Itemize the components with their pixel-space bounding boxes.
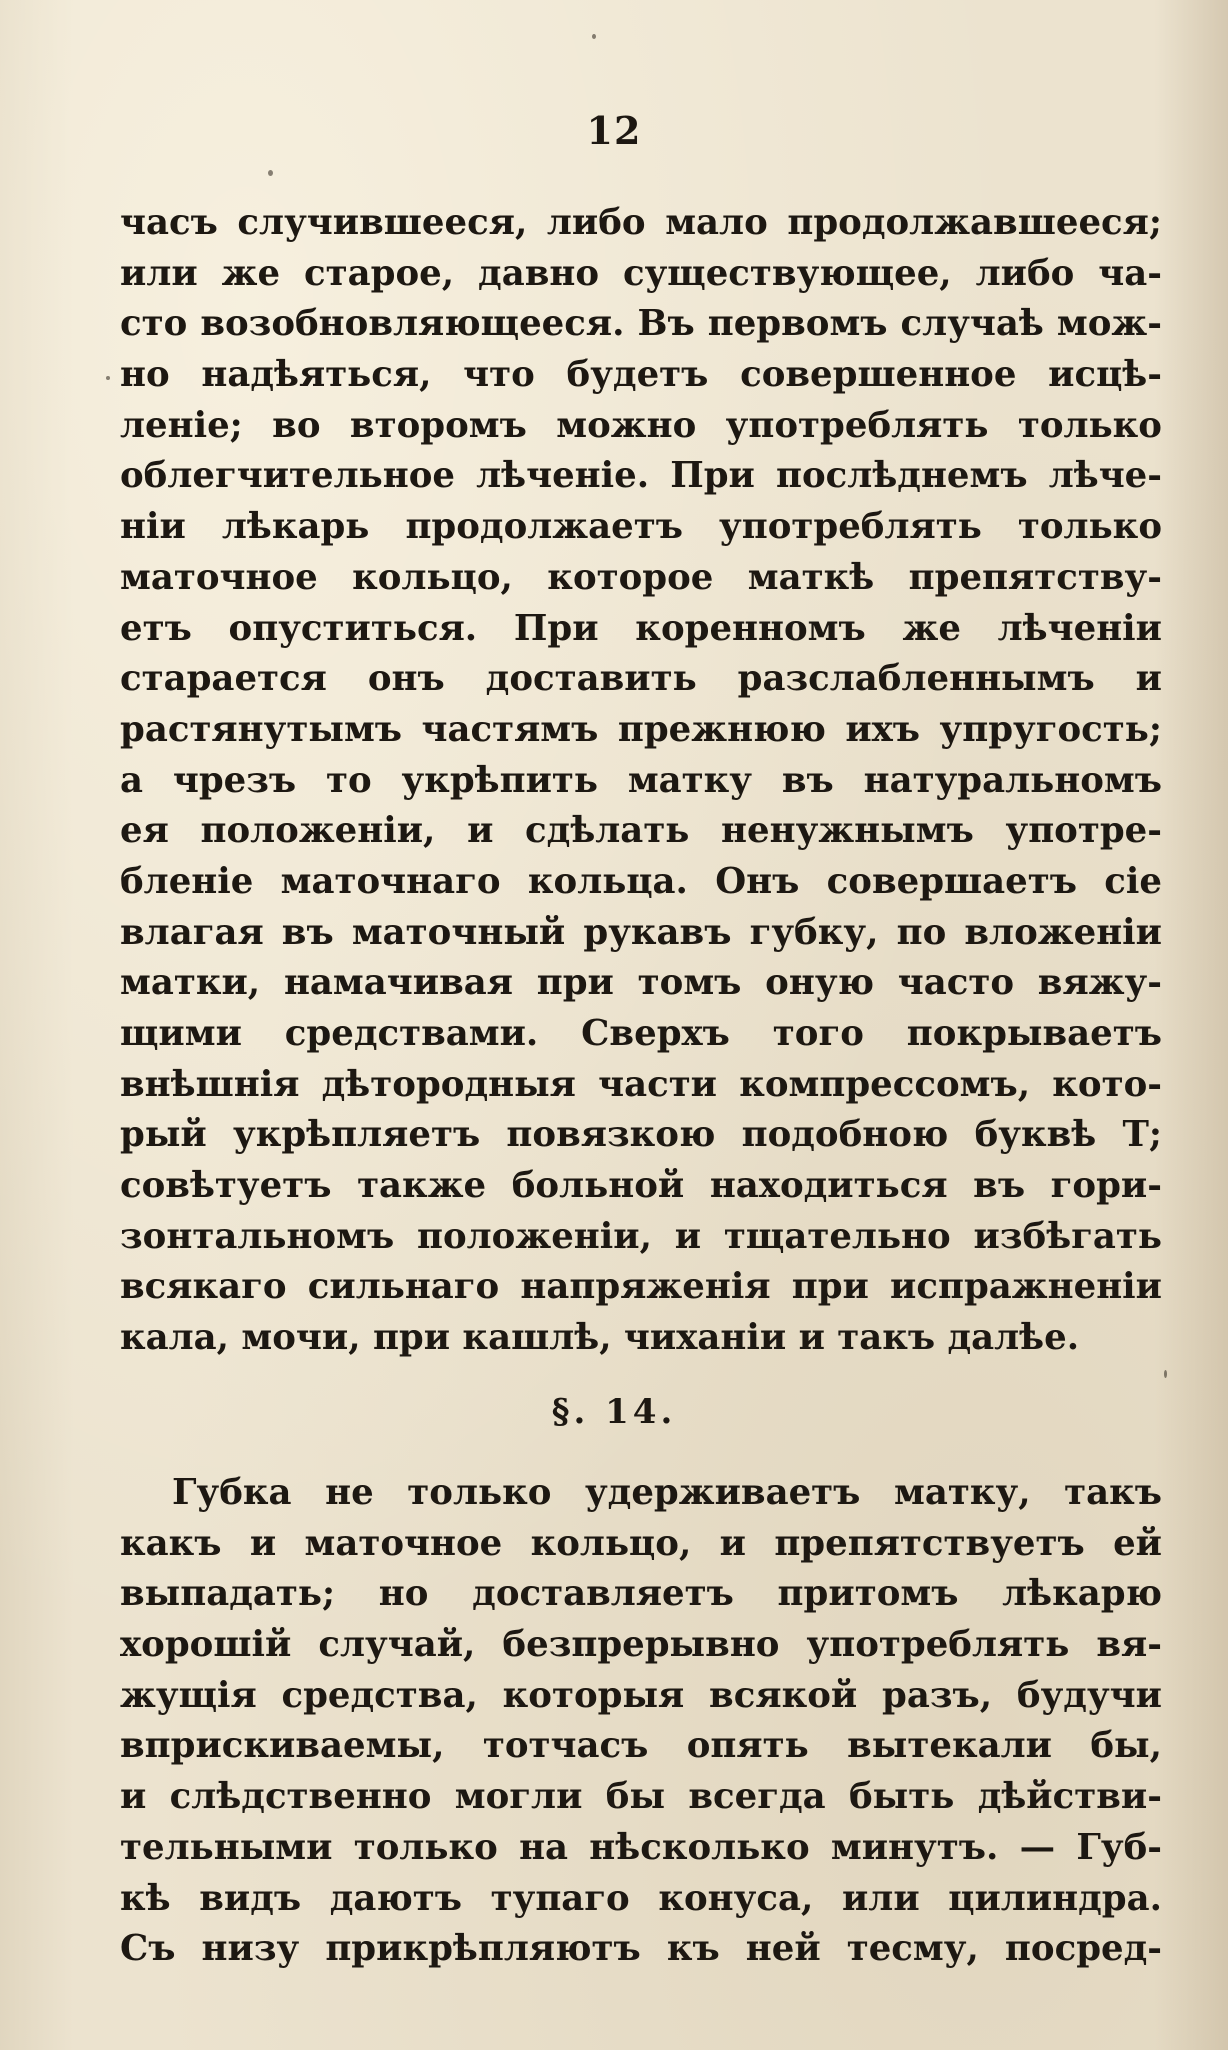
text-line: Съ низу прикрѣпляютъ къ ней тесму, посред- xyxy=(120,1928,1162,1970)
text-line: внѣшнія дѣтородныя части компрессомъ, кото- xyxy=(120,1063,1162,1105)
text-line: тельными только на нѣсколько минутъ. — Губ- xyxy=(120,1826,1162,1868)
text-line: часъ случившееся, либо мало продолжавшееся; xyxy=(120,202,1162,243)
text-line: а чрезъ то укрѣпить матку въ натуральномъ xyxy=(120,759,1162,801)
text-line: хорошій случай, безпрерывно употреблять вя- xyxy=(120,1624,1162,1666)
paragraph-continued xyxy=(120,198,1162,1364)
text-line: старается онъ доставить разслабленнымъ и xyxy=(120,658,1162,700)
text-line: жущія средства, которыя всякой разъ, будучи xyxy=(120,1674,1162,1716)
text-line: рый укрѣпляетъ повязкою подобною буквѣ Т; xyxy=(120,1114,1162,1156)
text-line: выпадать; но доставляетъ притомъ лѣкарю xyxy=(120,1573,1162,1615)
section-heading: §. 14. xyxy=(551,1392,677,1432)
text-line: или же старое, давно существующее, либо ча- xyxy=(120,252,1162,294)
text-line: бленіе маточнаго кольца. Онъ совершаетъ сіе xyxy=(120,860,1162,902)
text-line: ея положеніи, и сдѣлать ненужнымъ употре- xyxy=(120,810,1162,852)
ink-speck xyxy=(268,170,273,176)
text-line: вприскиваемы, тотчасъ опять вытекали бы, xyxy=(120,1725,1162,1767)
text-line: кѣ видъ даютъ тупаго конуса, или цилиндра. xyxy=(120,1877,1162,1919)
text-line: растянутымъ частямъ прежнюю ихъ упругость; xyxy=(120,708,1162,750)
ink-speck xyxy=(1164,1370,1167,1378)
text-line: и слѣдственно могли бы всегда быть дѣйстви- xyxy=(120,1776,1162,1818)
text-line: облегчительное лѣченіе. При послѣднемъ лѣче- xyxy=(120,455,1162,497)
text-line: зонтальномъ положеніи, и тщательно избѣгать xyxy=(120,1215,1162,1257)
ink-speck xyxy=(106,376,110,380)
text-line: леніе; во второмъ можно употреблять только xyxy=(120,404,1162,446)
text-line: какъ и маточное кольцо, и препятствуетъ ей xyxy=(120,1522,1162,1564)
ink-speck xyxy=(592,34,596,39)
page-number: 12 xyxy=(586,108,642,153)
text-line: матки, намачивая при томъ оную часто вяжу- xyxy=(120,962,1162,1004)
text-line: влагая въ маточный рукавъ губку, по вложеніи xyxy=(120,911,1162,953)
text-line: сто возобновляющееся. Въ первомъ случаѣ мож- xyxy=(120,303,1162,345)
text-line: но надѣяться, что будетъ совершенное исцѣ- xyxy=(120,354,1162,396)
text-line: кала, мочи, при кашлѣ, чиханіи и такъ далѣе. xyxy=(120,1317,1080,1359)
paragraph-section-14 xyxy=(120,1468,1162,1975)
text-line: етъ опуститься. При коренномъ же лѣченіи xyxy=(120,607,1162,649)
text-line: всякаго сильнаго напряженія при испражненіи xyxy=(120,1266,1162,1308)
text-line: совѣтуетъ также больной находиться въ гори- xyxy=(120,1165,1162,1207)
text-line: Губка не только удерживаетъ матку, такъ xyxy=(172,1472,1162,1513)
text-line: ніи лѣкарь продолжаетъ употреблять только xyxy=(120,506,1162,548)
text-line: щими средствами. Сверхъ того покрываетъ xyxy=(120,1013,1162,1054)
text-line: маточное кольцо, которое маткѣ препятству- xyxy=(120,556,1162,598)
